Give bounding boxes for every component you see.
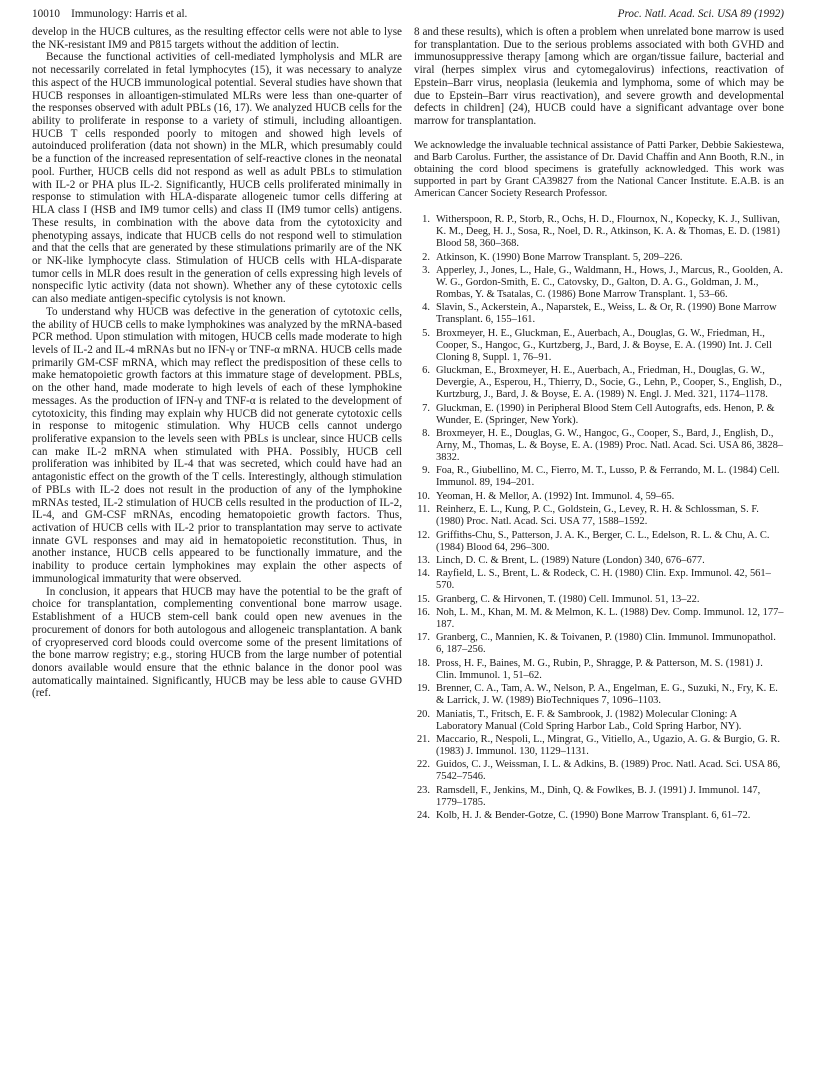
reference-item	[414, 214, 784, 250]
reference-item	[414, 658, 784, 682]
reference-text: Yeoman, H. & Mellor, A. (1992) Int. Immunol. 4, 59–65.	[436, 490, 675, 502]
reference-text: Witherspoon, R. P., Storb, R., Ochs, H. D., Flournox, N., Kopecky, K. J., Sullivan, K. M., Deeg, H. J., Sosa, R., Noel, D. R., Atkinson, K. A. & Thomas, E. D. (1981) Blood 58, 360–368.	[436, 214, 780, 250]
reference-text: Brenner, C. A., Tam, A. W., Nelson, P. A., Engelman, E. G., Suzuki, N., Fry, K. E. & Larrick, J. W. (1989) BioTechniques 7, 1096–1103.	[436, 683, 778, 707]
reference-number: 22.	[416, 759, 430, 771]
reference-text: Ramsdell, F., Jenkins, M., Dinh, Q. & Fowlkes, B. J. (1991) J. Immunol. 147, 1779–1785.	[436, 784, 761, 808]
reference-number: 21.	[416, 734, 430, 746]
reference-item	[414, 632, 784, 656]
body-paragraph: In conclusion, it appears that HUCB may have the potential to be the graft of choice for transplantation, complementing conventional bone marrow usage. Establishment of a HUCB stem-cell bank could open new avenues in the procurement of donors for both autologous and allogeneic transplantation. A bank of cryopreserved cord bloods could overcome some of the present limitations of the bone marrow registry; e.g., storing HUCB from the large number of potential donors available would ensure that the ethnic balance in the donor pool was automatically maintained. Significantly, HUCB may be less able to cause GVHD (ref.	[32, 585, 402, 700]
body-paragraph: To understand why HUCB was defective in the generation of cytotoxic cells, the ability of HUCB cells to make lymphokines was analyzed by the mRNA-based PCR method. Upon stimulation with mitogen, HUCB cells made moderate to high levels of IL-2 and IL-4 mRNAs but no IFN-γ or TNF-α mRNA. HUCB cells made primarily GM-CSF mRNA, which may reflect the predisposition of these cells to make hematopoietic growth factors at this immature stage of development. PBLs, on the other hand, made moderate to high levels of each of these lymphokine messages. As the production of IFN-γ and TNF-α is related to the development of cytotoxicity, this finding may explain why HUCB did not generate cytotoxic cells in response to mitogenic stimulation. Why HUCB cells cannot undergo proliferative expansion to the levels seen with PBLs is unclear, since HUCB cells can make IL-2 mRNA when stimulated with PHA. Possibly, HUCB cell proliferation was inhibited by IL-4 that was secreted, which could have had an antagonistic effect on the growth of the T cells. Interestingly, although stimulation of PBLs with IL-2 does not result in the production of any of the lymphokine mRNAs tested, IL-2 stimulation of HUCB cells resulted in the production of IL-2, IL-4, and GM-CSF mRNAs, encoding hematopoietic growth factors. Thus, activation of HUCB cells with IL-2 prior to transplantation may serve to activate innate GVL responses and may aid in hematopoietic reconstitution. Thus, in another instance, HUCB cells appeared to be functionally immature, and the inability to produce certain lymphokines may explain the other aspects of immunological immaturity that were observed.	[32, 305, 402, 585]
acknowledgment: We acknowledge the invaluable technical assistance of Patti Parker, Debbie Sakiestewa, and Barb Carolus. Further, the assistance of Dr. David Chaffin and Ann Booth, R.N., in obtaining the cord blood specimens is gratefully acknowledged. This work was supported in part by Grant CA39827 from the National Cancer Institute. E.A.B. is an American Cancer Society Research Professor.	[414, 139, 784, 200]
reference-item	[414, 302, 784, 326]
references-list	[414, 214, 784, 822]
page-number: 10010	[32, 8, 60, 20]
reference-item	[414, 428, 784, 464]
reference-text: Granberg, C., Mannien, K. & Toivanen, P. (1980) Clin. Immunol. Immunopathol. 6, 187–256.	[436, 632, 776, 656]
reference-item	[414, 465, 784, 489]
reference-number: 1.	[422, 214, 430, 226]
reference-item	[414, 403, 784, 427]
reference-text: Maccario, R., Nespoli, L., Mingrat, G., Vitiello, A., Ugazio, A. G. & Burgio, G. R. (1983) J. Immunol. 130, 1129–1131.	[436, 734, 780, 758]
reference-text: Linch, D. C. & Brent, L. (1989) Nature (London) 340, 676–677.	[436, 554, 705, 566]
reference-number: 13.	[416, 554, 430, 566]
reference-number: 18.	[416, 657, 430, 669]
reference-number: 16.	[416, 607, 430, 619]
body-paragraph: develop in the HUCB cultures, as the resulting effector cells were not able to lyse the NK-resistant IM9 and P815 targets without the addition of lectin.	[32, 26, 402, 51]
section-label: Immunology: Harris et al.	[71, 8, 188, 20]
reference-number: 9.	[422, 465, 430, 477]
reference-number: 10.	[416, 490, 430, 502]
reference-number: 19.	[416, 683, 430, 695]
reference-item	[414, 810, 784, 822]
reference-item	[414, 568, 784, 592]
reference-number: 11.	[417, 504, 430, 516]
reference-text: Gluckman, E. (1990) in Peripheral Blood Stem Cell Autografts, eds. Henon, P. & Wunder, E. (Springer, New York).	[436, 402, 775, 426]
reference-text: Broxmeyer, H. E., Douglas, G. W., Hangoc, G., Cooper, S., Bard, J., English, D., Arny, M., Thomas, L. & Boyse, E. A. (1989) Proc. Natl. Acad. Sci. USA 86, 3828–3832.	[436, 427, 784, 463]
reference-text: Rayfield, L. S., Brent, L. & Rodeck, C. H. (1980) Clin. Exp. Immunol. 42, 561–570.	[436, 568, 771, 592]
reference-number: 6.	[422, 365, 430, 377]
reference-text: Gluckman, E., Broxmeyer, H. E., Auerbach, A., Friedman, H., Douglas, G. W., Devergie, A., Esperou, H., Thierry, D., Socie, G., Lehn, P., Cooper, S., English, D., Kurtzburg, J., Bard, J. & Boyse, E. A. (1989) N. Engl. J. Med. 321, 1174–1178.	[436, 365, 782, 401]
reference-number: 4.	[422, 302, 430, 314]
reference-text: Slavin, S., Ackerstein, A., Naparstek, E., Weiss, L. & Or, R. (1990) Bone Marrow Transplant. 6, 155–161.	[436, 302, 777, 326]
reference-item	[414, 709, 784, 733]
reference-item	[414, 759, 784, 783]
journal-citation: Proc. Natl. Acad. Sci. USA 89 (1992)	[617, 8, 784, 20]
reference-text: Reinherz, E. L., Kung, P. C., Goldstein, G., Levey, R. H. & Schlossman, S. F. (1980) Proc. Natl. Acad. Sci. USA 77, 1588–1592.	[436, 504, 759, 528]
running-header	[32, 6, 784, 22]
header-left	[32, 6, 187, 22]
reference-item	[414, 785, 784, 809]
reference-number: 14.	[416, 568, 430, 580]
reference-item	[414, 530, 784, 554]
right-column	[414, 26, 784, 824]
reference-text: Kolb, H. J. & Bender-Gotze, C. (1990) Bone Marrow Transplant. 6, 61–72.	[436, 810, 751, 822]
reference-text: Maniatis, T., Fritsch, E. F. & Sambrook, J. (1982) Molecular Cloning: A Laboratory Manual (Cold Spring Harbor Lab., Cold Spring Harbor, NY).	[436, 708, 742, 732]
reference-number: 12.	[416, 529, 430, 541]
reference-text: Guidos, C. J., Weissman, I. L. & Adkins, B. (1989) Proc. Natl. Acad. Sci. USA 86, 7542–7546.	[436, 759, 781, 783]
reference-item	[414, 555, 784, 567]
body-continuation: 8 and these results), which is often a problem when unrelated bone marrow is used for transplantation. Due to the serious problems associated with both GVHD and immunosuppressive therapy [among which are organ/tissue failure, bacterial and viral (herpes simplex virus and cytomegalovirus) infections, reactivation of Epstein–Barr virus, neoplasia (leukemia and lymphoma, some of which may be due to Epstein–Barr virus reactivation), and severe growth and developmental defects in children] (24), HUCB could have a significant advantage over bone marrow for transplantation.	[414, 26, 784, 128]
reference-item	[414, 607, 784, 631]
reference-text: Broxmeyer, H. E., Gluckman, E., Auerbach, A., Douglas, G. W., Friedman, H., Cooper, S., Hangoc, G., Kurtzberg, J., Bard, J. & Boyse, E. A. (1990) Int. J. Cell Cloning 8, Suppl. 1, 76–91.	[436, 327, 772, 363]
left-column	[32, 26, 402, 700]
reference-item	[414, 365, 784, 401]
reference-number: 8.	[422, 427, 430, 439]
reference-item	[414, 491, 784, 503]
reference-item	[414, 683, 784, 707]
reference-number: 5.	[422, 327, 430, 339]
reference-number: 7.	[422, 402, 430, 414]
reference-text: Griffiths-Chu, S., Patterson, J. A. K., Berger, C. L., Edelson, R. L. & Chu, A. C. (1984) Blood 64, 296–300.	[436, 529, 770, 553]
reference-item	[414, 504, 784, 528]
reference-number: 3.	[422, 265, 430, 276]
reference-text: Atkinson, K. (1990) Bone Marrow Transplant. 5, 209–226.	[436, 251, 683, 263]
reference-number: 15.	[416, 593, 430, 605]
reference-number: 17.	[416, 632, 430, 644]
reference-text: Foa, R., Giubellino, M. C., Fierro, M. T., Lusso, P. & Ferrando, M. L. (1984) Cell. Immunol. 89, 194–201.	[436, 465, 780, 489]
reference-text: Apperley, J., Jones, L., Hale, G., Waldmann, H., Hows, J., Marcus, R., Goolden, A. W. G., Gordon-Smith, E. C., Catovsky, D., Galton, D. A. G., Goldman, J. M., Rombas, Y. & Tsatalas, C. (1986) Bone Marrow Transplant. 1, 53–66.	[436, 265, 784, 300]
reference-number: 23.	[416, 784, 430, 796]
reference-number: 20.	[416, 708, 430, 720]
body-paragraph: Because the functional activities of cell-mediated lympholysis and MLR are not necessarily correlated in fetal lymphocytes (15), it was necessary to analyze this aspect of the HUCB immunological potential. Several studies have shown that HUCB responses in alloantigen-stimulated MLRs were less than one-quarter of the responses observed with adult PBLs (16, 17). We analyzed HUCB cells for the ability to proliferate in response to a variety of stimuli, including alloantigen. HUCB T cells responded poorly to mitogen and showed high levels of autoinduced proliferation (data not shown) in the MLR, which presumably could be a function of the increased representation of self-reactive clones in the neonatal pool. Further, HUCB cells did not respond as well as adult PBLs to stimulation with IL-2 or PHA plus IL-2. Significantly, HUCB cells proliferated minimally in response to stimulation with HLA-disparate allogeneic tumor cells differing at HLA class I (HSB and IM9 tumor cells) and class II (IM9 tumor cells) antigens. These results, in combination with the above data from the cytotoxicity and phenotyping assays, indicate that HUCB cells do not respond well to stimulation and that the cells that are generated by these stimulations primarily are of the NK or NK-like lymphocyte class. Stimulation of HUCB cells with HLA-disparate tumor cells in MLR does result in the generation of cells expressing high levels of nonspecific lytic activity (data not shown). Whether any of these cytotoxic cells can also mediate antigen-specific cytolysis is not known.	[32, 51, 402, 306]
reference-item	[414, 594, 784, 606]
reference-number: 2.	[422, 251, 430, 263]
reference-text: Granberg, C. & Hirvonen, T. (1980) Cell. Immunol. 51, 13–22.	[436, 593, 700, 605]
reference-item	[414, 265, 784, 301]
reference-number: 24.	[416, 810, 430, 822]
reference-item	[414, 252, 784, 264]
reference-text: Noh, L. M., Khan, M. M. & Melmon, K. L. (1988) Dev. Comp. Immunol. 12, 177–187.	[436, 607, 784, 631]
reference-text: Pross, H. F., Baines, M. G., Rubin, P., Shragge, P. & Patterson, M. S. (1981) J. Clin. Immunol. 1, 51–62.	[436, 657, 763, 681]
reference-item	[414, 328, 784, 364]
reference-item	[414, 734, 784, 758]
